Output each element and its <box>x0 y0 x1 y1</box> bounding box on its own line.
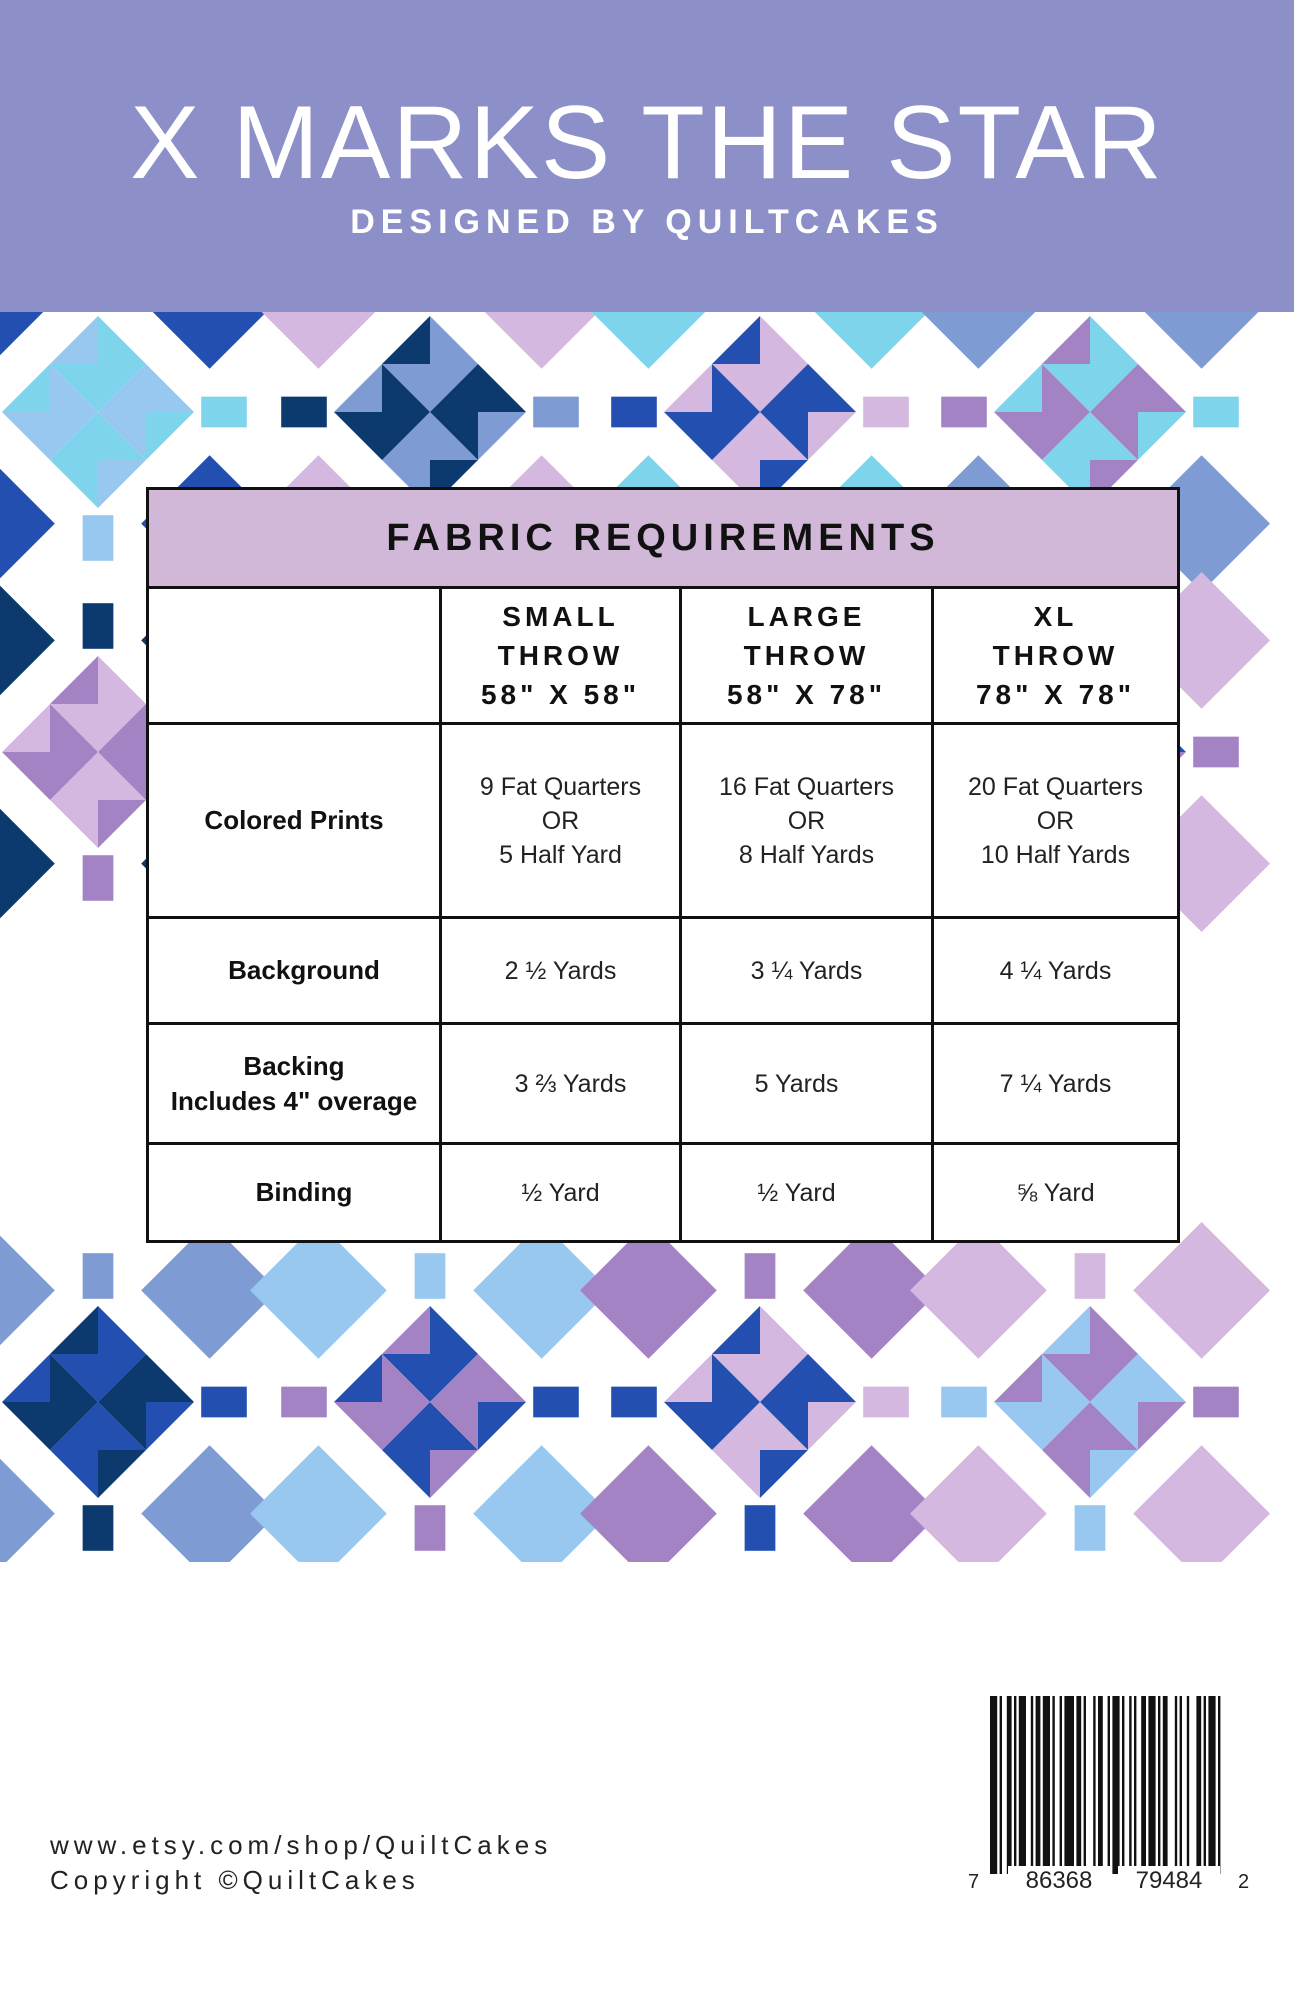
row-label-colored-prints: Colored Prints <box>204 805 384 835</box>
quilt-diamond <box>803 1445 940 1562</box>
cell-line: 16 Fat Quarters <box>718 772 895 801</box>
barcode-bar <box>1060 1696 1062 1874</box>
barcode-digit-lead: 7 <box>968 1871 980 1892</box>
table-cell: ⅝ Yard <box>1016 1178 1095 1207</box>
designer-credit: DESIGNED BY QUILTCAKES <box>350 203 944 241</box>
quilt-triangle <box>1042 1450 1090 1498</box>
row-label-line: Includes 4" overage <box>170 1085 418 1116</box>
quilt-triangle <box>430 316 478 364</box>
quilt-triangle <box>994 1354 1042 1402</box>
barcode-bar <box>1064 1696 1074 1874</box>
quilt-triangle <box>2 704 50 752</box>
quilt-bar <box>941 397 987 428</box>
barcode-bar <box>1052 1696 1054 1874</box>
quilt-triangle <box>50 1450 98 1498</box>
quilt-bar <box>863 1387 909 1418</box>
column-header-line: THROW <box>992 640 1119 671</box>
barcode-bar <box>990 1696 997 1874</box>
quilt-triangle <box>50 800 98 848</box>
quilt-triangle <box>478 364 526 412</box>
cell-line: OR <box>1036 806 1075 835</box>
quilt-triangle <box>664 364 712 412</box>
quilt-triangle <box>50 1306 98 1354</box>
quilt-triangle <box>760 1306 808 1354</box>
quilt-diamond <box>803 312 940 369</box>
barcode-bar <box>1187 1696 1189 1874</box>
quilt-triangle <box>334 412 382 460</box>
quilt-bar <box>415 1505 446 1551</box>
table-cell: 3 ⅔ Yards <box>514 1069 627 1098</box>
quilt-diamond <box>1133 1445 1270 1562</box>
quilt-triangle <box>146 412 194 460</box>
barcode-bar <box>1036 1696 1041 1874</box>
quilt-bar <box>83 1253 114 1299</box>
quilt-bar <box>201 397 247 428</box>
barcode-digits-right: 79484 <box>1135 1867 1203 1892</box>
quilt-bar <box>941 1387 987 1418</box>
quilt-bar <box>201 1387 247 1418</box>
barcode-bar <box>1093 1696 1095 1874</box>
quilt-triangle <box>146 364 194 412</box>
cell-line: OR <box>541 806 580 835</box>
table-heading: FABRIC REQUIREMENTS <box>149 490 1177 589</box>
quilt-triangle <box>146 1402 194 1450</box>
barcode-digit-check: 2 <box>1238 1871 1250 1892</box>
quilt-bar <box>745 1253 776 1299</box>
table-cell <box>442 725 679 916</box>
barcode-bar <box>1129 1696 1131 1874</box>
quilt-bar <box>83 603 114 649</box>
quilt-diamond <box>910 312 1047 369</box>
barcode-bar <box>1108 1696 1110 1874</box>
barcode-bar <box>1098 1696 1103 1874</box>
barcode-bar <box>1031 1696 1033 1874</box>
barcode-bar <box>1180 1696 1182 1874</box>
quilt-triangle <box>478 1402 526 1450</box>
quilt-diamond <box>250 312 387 369</box>
quilt-bar <box>281 1387 327 1418</box>
quilt-triangle <box>430 1450 478 1498</box>
barcode-bar <box>1076 1696 1081 1874</box>
quilt-bar <box>83 855 114 901</box>
quilt-triangle <box>2 1354 50 1402</box>
quilt-triangle <box>146 1354 194 1402</box>
quilt-bar <box>1075 1253 1106 1299</box>
barcode-bar <box>1007 1696 1012 1874</box>
row-label-background: Background <box>228 955 380 985</box>
quilt-bar <box>1193 1387 1239 1418</box>
quilt-triangle <box>2 412 50 460</box>
quilt-triangle <box>1090 316 1138 364</box>
quilt-bar <box>533 397 579 428</box>
barcode-digits-left: 86368 <box>1025 1867 1093 1892</box>
quilt-triangle <box>712 1306 760 1354</box>
column-header-large-throw <box>682 589 931 722</box>
quilt-bar <box>611 1387 657 1418</box>
quilt-triangle <box>1138 412 1186 460</box>
column-header-line: THROW <box>497 640 624 671</box>
barcode-bars <box>990 1696 1220 1874</box>
barcode-bar <box>1158 1696 1160 1874</box>
quilt-triangle <box>1042 1306 1090 1354</box>
quilt-triangle <box>808 1402 856 1450</box>
quilt-diamond <box>1133 312 1270 369</box>
barcode-bar <box>1084 1696 1086 1874</box>
quilt-triangle <box>98 1306 146 1354</box>
quilt-triangle <box>808 364 856 412</box>
barcode-bar <box>1141 1696 1146 1874</box>
barcode <box>960 1696 1250 1892</box>
quilt-bar <box>1193 397 1239 428</box>
quilt-triangle <box>1090 1306 1138 1354</box>
barcode-bar <box>1122 1696 1124 1874</box>
quilt-diamond <box>0 572 55 709</box>
quilt-diamond <box>580 312 717 369</box>
barcode-bar <box>1175 1696 1177 1874</box>
barcode-bar <box>1208 1696 1215 1874</box>
quilt-bar <box>863 397 909 428</box>
quilt-bar <box>415 1253 446 1299</box>
quilt-triangle <box>382 316 430 364</box>
quilt-diamond <box>141 312 278 369</box>
quilt-triangle <box>1138 1402 1186 1450</box>
quilt-triangle <box>98 460 146 508</box>
quilt-diamond <box>0 1445 55 1562</box>
quilt-triangle <box>98 316 146 364</box>
barcode-bar <box>1204 1696 1206 1874</box>
cell-line: OR <box>787 806 826 835</box>
barcode-bar <box>1000 1696 1002 1874</box>
quilt-diamond <box>141 1445 278 1562</box>
quilt-triangle <box>712 316 760 364</box>
quilt-triangle <box>712 1450 760 1498</box>
quilt-diamond <box>580 1445 717 1562</box>
quilt-diamond <box>0 455 55 592</box>
table-cell: 2 ½ Yards <box>504 956 617 985</box>
table-cell <box>934 725 1177 916</box>
cell-line: 8 Half Yards <box>738 840 875 869</box>
cell-line: 9 Fat Quarters <box>479 772 642 801</box>
table-cell: 7 ¼ Yards <box>999 1069 1112 1098</box>
quilt-bar <box>745 1505 776 1551</box>
quilt-triangle <box>2 364 50 412</box>
cell-line: 10 Half Yards <box>980 840 1131 869</box>
barcode-bar <box>1043 1696 1050 1874</box>
barcode-bar <box>1163 1696 1168 1874</box>
column-header-line: LARGE <box>747 601 866 632</box>
quilt-triangle <box>50 316 98 364</box>
table-cell: 3 ¼ Yards <box>750 956 863 985</box>
quilt-triangle <box>98 656 146 704</box>
barcode-bar <box>1134 1696 1136 1874</box>
barcode-bar <box>1196 1696 1201 1874</box>
quilt-triangle <box>50 656 98 704</box>
quilt-bar <box>1075 1505 1106 1551</box>
quilt-triangle <box>808 412 856 460</box>
quilt-triangle <box>760 316 808 364</box>
quilt-triangle <box>808 1354 856 1402</box>
quilt-triangle <box>994 412 1042 460</box>
quilt-triangle <box>994 364 1042 412</box>
barcode-bar <box>1218 1696 1220 1874</box>
table-cell: ½ Yard <box>521 1178 600 1207</box>
column-header-line: THROW <box>743 640 870 671</box>
quilt-triangle <box>430 1306 478 1354</box>
pattern-title: X MARKS THE STAR <box>130 85 1164 201</box>
quilt-diamond <box>910 1445 1047 1562</box>
quilt-triangle <box>1138 364 1186 412</box>
table-cell: 4 ¼ Yards <box>999 956 1112 985</box>
column-header-line: XL <box>1033 601 1078 632</box>
barcode-bar <box>1148 1696 1155 1874</box>
quilt-triangle <box>50 460 98 508</box>
column-header-line: 58" X 58" <box>480 679 641 710</box>
table-cell: 5 Yards <box>754 1069 839 1098</box>
table-cell <box>682 725 931 916</box>
quilt-bar <box>611 397 657 428</box>
row-label-line: Backing <box>243 1050 345 1081</box>
quilt-bar <box>281 397 327 428</box>
quilt-triangle <box>664 1354 712 1402</box>
quilt-triangle <box>760 1450 808 1498</box>
quilt-bar <box>533 1387 579 1418</box>
quilt-triangle <box>664 412 712 460</box>
row-label-backing <box>149 1025 439 1142</box>
quilt-triangle <box>1138 1354 1186 1402</box>
quilt-triangle <box>1090 1450 1138 1498</box>
quilt-triangle <box>382 1306 430 1354</box>
copyright-notice: Copyright ©QuiltCakes <box>50 1865 420 1895</box>
quilt-triangle <box>1042 316 1090 364</box>
quilt-triangle <box>98 800 146 848</box>
column-header-line: 58" X 78" <box>726 679 887 710</box>
barcode-bar <box>1019 1696 1026 1874</box>
quilt-triangle <box>664 1402 712 1450</box>
quilt-bar <box>83 1505 114 1551</box>
quilt-diamond <box>0 795 55 932</box>
quilt-triangle <box>478 1354 526 1402</box>
column-header-line: SMALL <box>502 601 619 632</box>
shop-website-link[interactable]: www.etsy.com/shop/QuiltCakes <box>50 1830 553 1860</box>
barcode-bar <box>1112 1696 1119 1874</box>
quilt-diamond <box>0 1222 55 1359</box>
quilt-triangle <box>2 1402 50 1450</box>
quilt-diamond <box>250 1445 387 1562</box>
quilt-diamond <box>473 312 610 369</box>
quilt-diamond <box>0 312 55 369</box>
column-header-line: 78" X 78" <box>975 679 1136 710</box>
table-cell: ½ Yard <box>757 1178 836 1207</box>
quilt-triangle <box>334 1402 382 1450</box>
quilt-triangle <box>98 1450 146 1498</box>
cell-line: 5 Half Yard <box>499 840 622 869</box>
quilt-triangle <box>478 412 526 460</box>
row-label-binding: Binding <box>255 1177 353 1207</box>
column-header-small-throw <box>442 589 679 722</box>
header-banner <box>0 0 1294 312</box>
barcode-bar <box>1014 1696 1016 1874</box>
quilt-bar <box>83 515 114 561</box>
quilt-diamond <box>473 1445 610 1562</box>
quilt-triangle <box>994 1402 1042 1450</box>
quilt-bar <box>1193 737 1239 768</box>
quilt-triangle <box>334 1354 382 1402</box>
quilt-triangle <box>334 364 382 412</box>
cell-line: 20 Fat Quarters <box>967 772 1144 801</box>
quilt-triangle <box>382 1450 430 1498</box>
quilt-triangle <box>2 752 50 800</box>
fabric-requirements-table <box>146 487 1180 1243</box>
column-header-xl-throw <box>934 589 1177 722</box>
